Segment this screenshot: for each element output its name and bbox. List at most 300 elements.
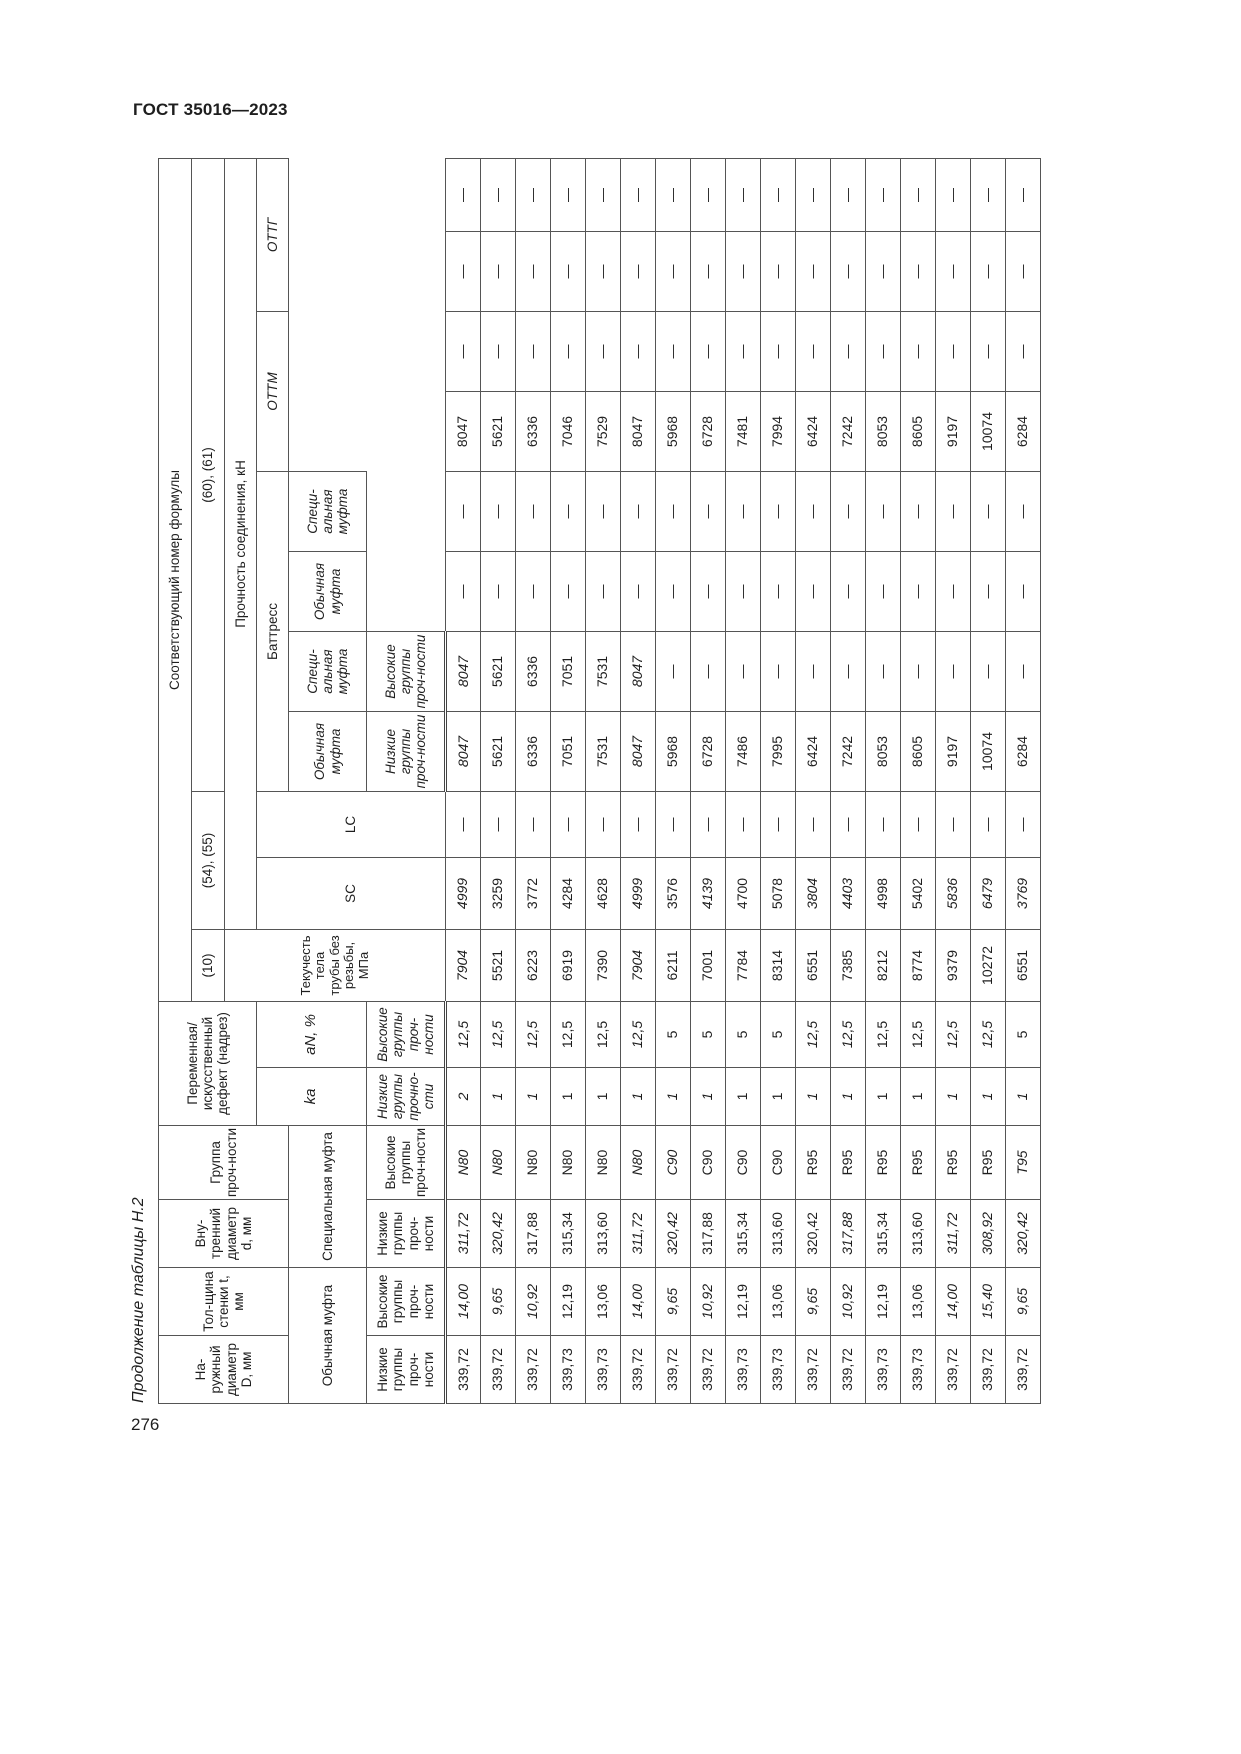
table-row: [446, 158, 481, 1403]
table-cell: 1: [726, 1068, 761, 1126]
table-row: [796, 158, 831, 1403]
table-cell: 1: [586, 1068, 621, 1126]
table-cell: —: [1006, 471, 1041, 551]
table-cell: —: [761, 231, 796, 311]
table-cell: 3259: [481, 857, 516, 929]
table-cell: 7531: [586, 711, 621, 791]
table-cell: —: [691, 311, 726, 391]
table-cell: 339,73: [761, 1336, 796, 1404]
table-cell: —: [516, 158, 551, 231]
table-cell: —: [656, 311, 691, 391]
table-cell: 5621: [481, 391, 516, 471]
table-cell: —: [621, 311, 656, 391]
table-cell: R95: [901, 1126, 936, 1200]
table-cell: —: [551, 471, 586, 551]
table-cell: 14,00: [621, 1268, 656, 1336]
page-number: 276: [131, 1415, 160, 1434]
table-cell: —: [761, 631, 796, 711]
table-row: [1006, 158, 1041, 1403]
table-cell: 6284: [1006, 391, 1041, 471]
table-cell: —: [796, 158, 831, 231]
table-cell: 1: [866, 1068, 901, 1126]
table-cell: 4139: [691, 857, 726, 929]
table-cell: 5402: [901, 857, 936, 929]
table-cell: 317,88: [831, 1200, 866, 1268]
table-cell: —: [551, 158, 586, 231]
table-cell: —: [446, 311, 481, 391]
table-cell: C90: [761, 1126, 796, 1200]
table-cell: —: [901, 231, 936, 311]
table-cell: —: [971, 158, 1006, 231]
table-cell: 7390: [586, 929, 621, 1001]
table-cell: —: [621, 471, 656, 551]
table-cell: C90: [726, 1126, 761, 1200]
table-row: [901, 158, 936, 1403]
table-cell: 4999: [446, 857, 481, 929]
table-cell: —: [761, 471, 796, 551]
table-cell: 2: [446, 1068, 481, 1126]
table-cell: 5968: [656, 391, 691, 471]
table-cell: 8047: [446, 391, 481, 471]
table-cell: 339,72: [621, 1336, 656, 1404]
table-cell: 5621: [481, 711, 516, 791]
table-cell: 10,92: [691, 1268, 726, 1336]
header-high-grades: Высокие группы проч-ности: [367, 1001, 446, 1067]
table-cell: 12,5: [481, 1001, 516, 1067]
table-cell: —: [621, 231, 656, 311]
header-ottm-regular: Обычная муфта: [289, 711, 367, 791]
table-cell: 10,92: [516, 1268, 551, 1336]
table-cell: 6284: [1006, 711, 1041, 791]
table-cell: —: [726, 551, 761, 631]
table-cell: —: [796, 311, 831, 391]
table-cell: 7995: [761, 711, 796, 791]
table-cell: 313,60: [761, 1200, 796, 1268]
table-cell: 317,88: [516, 1200, 551, 1268]
table-cell: 8047: [446, 711, 481, 791]
table-cell: —: [481, 551, 516, 631]
table-cell: —: [726, 471, 761, 551]
table-cell: 9379: [936, 929, 971, 1001]
table-cell: 8605: [901, 711, 936, 791]
header-formula-60-61: (60), (61): [192, 158, 225, 791]
table-row: [831, 158, 866, 1403]
header-lc: LC: [257, 791, 446, 857]
rotated-table-container: [158, 159, 1030, 1404]
header-ottm-special: Специ-альная муфта: [289, 631, 367, 711]
table-cell: —: [516, 231, 551, 311]
table-cell: 313,60: [901, 1200, 936, 1268]
table-cell: —: [971, 631, 1006, 711]
header-special-coupling: Специальная муфта: [289, 1126, 367, 1268]
table-cell: 7486: [726, 711, 761, 791]
table-cell: 3804: [796, 857, 831, 929]
table-cell: 5: [726, 1001, 761, 1067]
table-cell: —: [866, 158, 901, 231]
table-row: [621, 158, 656, 1403]
header-wall-thickness: Тол-щина стенки t, мм: [159, 1268, 289, 1336]
table-cell: 1: [971, 1068, 1006, 1126]
header-high-grades: Высокие группы проч-ности: [367, 1126, 446, 1200]
table-cell: —: [831, 631, 866, 711]
table-cell: 7242: [831, 391, 866, 471]
table-cell: —: [481, 311, 516, 391]
table-cell: 7385: [831, 929, 866, 1001]
table-cell: 13,06: [761, 1268, 796, 1336]
header-yield: Текучесть тела трубы без резьбы, МПа: [225, 929, 446, 1001]
table-cell: 12,5: [551, 1001, 586, 1067]
table-cell: —: [936, 551, 971, 631]
table-cell: 339,72: [516, 1336, 551, 1404]
table-cell: —: [936, 311, 971, 391]
table-cell: 8212: [866, 929, 901, 1001]
table-cell: —: [446, 471, 481, 551]
header-ottg: ОТТГ: [257, 158, 289, 311]
table-cell: 339,73: [901, 1336, 936, 1404]
table-cell: 9,65: [1006, 1268, 1041, 1336]
table-cell: 9,65: [796, 1268, 831, 1336]
table-cell: R95: [971, 1126, 1006, 1200]
table-cell: —: [446, 231, 481, 311]
header-joint-strength: Прочность соединения, кН: [225, 158, 257, 929]
table-cell: 8774: [901, 929, 936, 1001]
table-cell: —: [656, 791, 691, 857]
table-cell: —: [761, 311, 796, 391]
table-cell: 339,72: [656, 1336, 691, 1404]
table-cell: 6919: [551, 929, 586, 1001]
table-cell: 339,73: [726, 1336, 761, 1404]
table-cell: —: [901, 551, 936, 631]
table-cell: 1: [691, 1068, 726, 1126]
table-cell: 15,40: [971, 1268, 1006, 1336]
table-row: [761, 158, 796, 1403]
table-cell: 320,42: [481, 1200, 516, 1268]
table-cell: —: [516, 311, 551, 391]
table-cell: 12,5: [516, 1001, 551, 1067]
table-cell: 6223: [516, 929, 551, 1001]
table-cell: 1: [516, 1068, 551, 1126]
table-cell: —: [901, 631, 936, 711]
table-cell: —: [831, 471, 866, 551]
table-cell: 339,72: [446, 1336, 481, 1404]
table-cell: 6336: [516, 711, 551, 791]
table-cell: 4998: [866, 857, 901, 929]
table-cell: 5: [1006, 1001, 1041, 1067]
table-cell: 313,60: [586, 1200, 621, 1268]
table-cell: —: [586, 471, 621, 551]
table-cell: —: [446, 158, 481, 231]
table-cell: 4284: [551, 857, 586, 929]
header-ka: ka: [257, 1068, 367, 1126]
table-cell: —: [901, 791, 936, 857]
table-cell: —: [971, 791, 1006, 857]
header-low-grades: Низкие группы проч-ности: [367, 711, 446, 791]
table-caption: Продолжение таблицы Н.2: [130, 1197, 147, 1403]
table-cell: 13,06: [586, 1268, 621, 1336]
table-cell: 10272: [971, 929, 1006, 1001]
table-cell: 7904: [446, 929, 481, 1001]
table-cell: 4403: [831, 857, 866, 929]
table-cell: N80: [586, 1126, 621, 1200]
table-cell: —: [866, 311, 901, 391]
table-cell: —: [656, 631, 691, 711]
table-cell: 1: [481, 1068, 516, 1126]
table-cell: —: [1006, 791, 1041, 857]
table-cell: —: [866, 631, 901, 711]
table-cell: 308,92: [971, 1200, 1006, 1268]
table-cell: —: [866, 791, 901, 857]
table-cell: —: [691, 471, 726, 551]
table-cell: —: [1006, 631, 1041, 711]
table-cell: —: [1006, 231, 1041, 311]
table-cell: 7051: [551, 631, 586, 711]
table-cell: N80: [446, 1126, 481, 1200]
table-cell: —: [586, 311, 621, 391]
table-cell: 1: [1006, 1068, 1041, 1126]
table-cell: —: [691, 631, 726, 711]
table-cell: —: [936, 231, 971, 311]
table-cell: —: [796, 231, 831, 311]
table-cell: —: [866, 551, 901, 631]
table-cell: 7531: [586, 631, 621, 711]
table-cell: 7904: [621, 929, 656, 1001]
table-cell: —: [691, 158, 726, 231]
table-cell: —: [726, 791, 761, 857]
table-cell: N80: [516, 1126, 551, 1200]
table-cell: 7001: [691, 929, 726, 1001]
table-cell: 10074: [971, 711, 1006, 791]
table-row: [726, 158, 761, 1403]
table-cell: 315,34: [726, 1200, 761, 1268]
table-cell: —: [691, 551, 726, 631]
table-cell: 6336: [516, 631, 551, 711]
table-cell: 14,00: [936, 1268, 971, 1336]
table-cell: —: [551, 311, 586, 391]
header-regular-coupling: Обычная муфта: [289, 1268, 367, 1404]
table-cell: N80: [481, 1126, 516, 1200]
table-cell: 8047: [621, 391, 656, 471]
table-cell: 6424: [796, 391, 831, 471]
table-cell: —: [796, 791, 831, 857]
table-cell: 3769: [1006, 857, 1041, 929]
table-cell: —: [481, 471, 516, 551]
table-cell: 7481: [726, 391, 761, 471]
table-cell: —: [481, 158, 516, 231]
table-cell: 320,42: [656, 1200, 691, 1268]
table-cell: —: [446, 551, 481, 631]
header-low-grades: Низкие группы проч-ности: [367, 1336, 446, 1404]
table-cell: —: [656, 551, 691, 631]
table-cell: —: [866, 471, 901, 551]
table-cell: 12,5: [796, 1001, 831, 1067]
strength-table: [158, 158, 1041, 1404]
table-row: [971, 158, 1006, 1403]
table-cell: 12,5: [621, 1001, 656, 1067]
table-cell: —: [691, 791, 726, 857]
table-cell: 4628: [586, 857, 621, 929]
table-cell: 1: [796, 1068, 831, 1126]
table-cell: 12,19: [866, 1268, 901, 1336]
table-cell: 7051: [551, 711, 586, 791]
header-ottm: ОТТМ: [257, 311, 289, 471]
header-buttress: Баттресс: [257, 471, 289, 791]
table-cell: 317,88: [691, 1200, 726, 1268]
table-cell: —: [656, 231, 691, 311]
table-cell: —: [726, 231, 761, 311]
table-cell: 9197: [936, 711, 971, 791]
table-cell: —: [901, 158, 936, 231]
table-cell: —: [901, 311, 936, 391]
table-cell: 8053: [866, 711, 901, 791]
document-header: ГОСТ 35016—2023: [133, 100, 288, 119]
table-cell: —: [656, 471, 691, 551]
table-cell: 311,72: [936, 1200, 971, 1268]
table-cell: —: [726, 311, 761, 391]
table-cell: —: [516, 471, 551, 551]
header-an: aN, %: [257, 1001, 367, 1067]
table-cell: —: [831, 158, 866, 231]
table-cell: 9,65: [481, 1268, 516, 1336]
table-cell: —: [936, 631, 971, 711]
table-cell: —: [551, 231, 586, 311]
table-cell: 6211: [656, 929, 691, 1001]
table-cell: —: [481, 791, 516, 857]
table-cell: 12,5: [866, 1001, 901, 1067]
table-cell: C90: [656, 1126, 691, 1200]
table-cell: —: [586, 231, 621, 311]
table-cell: R95: [831, 1126, 866, 1200]
table-cell: 5078: [761, 857, 796, 929]
table-cell: —: [796, 551, 831, 631]
table-row: [516, 158, 551, 1403]
table-cell: 14,00: [446, 1268, 481, 1336]
table-cell: 4700: [726, 857, 761, 929]
table-cell: 8053: [866, 391, 901, 471]
table-cell: 7242: [831, 711, 866, 791]
table-cell: 6551: [1006, 929, 1041, 1001]
table-cell: 320,42: [1006, 1200, 1041, 1268]
header-formula-number: Соответствующий номер формулы: [159, 158, 192, 1001]
table-cell: —: [656, 158, 691, 231]
table-cell: 8047: [446, 631, 481, 711]
table-cell: 8605: [901, 391, 936, 471]
table-cell: 315,34: [866, 1200, 901, 1268]
table-cell: R95: [936, 1126, 971, 1200]
table-cell: 1: [901, 1068, 936, 1126]
table-cell: 5: [656, 1001, 691, 1067]
header-high-grades: Высокие группы проч-ности: [367, 1268, 446, 1336]
table-cell: T95: [1006, 1126, 1041, 1200]
table-cell: 3772: [516, 857, 551, 929]
table-cell: 12,5: [446, 1001, 481, 1067]
table-cell: 5: [761, 1001, 796, 1067]
table-cell: 1: [761, 1068, 796, 1126]
table-cell: 339,72: [481, 1336, 516, 1404]
table-cell: 12,19: [551, 1268, 586, 1336]
table-cell: 12,5: [831, 1001, 866, 1067]
table-cell: —: [761, 551, 796, 631]
table-cell: 1: [656, 1068, 691, 1126]
table-cell: 1: [831, 1068, 866, 1126]
table-row: [656, 158, 691, 1403]
table-cell: —: [551, 551, 586, 631]
table-cell: 339,73: [551, 1336, 586, 1404]
table-cell: —: [901, 471, 936, 551]
header-low-grades: Низкие группы проч-ности: [367, 1200, 446, 1268]
table-cell: 7994: [761, 391, 796, 471]
table-cell: 6479: [971, 857, 1006, 929]
table-cell: 8047: [621, 711, 656, 791]
table-cell: 9197: [936, 391, 971, 471]
table-cell: —: [481, 231, 516, 311]
table-row: [481, 158, 516, 1403]
table-cell: C90: [691, 1126, 726, 1200]
table-cell: —: [796, 471, 831, 551]
table-cell: 311,72: [621, 1200, 656, 1268]
table-cell: —: [936, 791, 971, 857]
table-cell: 12,5: [936, 1001, 971, 1067]
table-cell: 5836: [936, 857, 971, 929]
table-cell: 10,92: [831, 1268, 866, 1336]
table-cell: —: [586, 551, 621, 631]
table-cell: —: [971, 311, 1006, 391]
table-cell: —: [726, 631, 761, 711]
table-cell: 315,34: [551, 1200, 586, 1268]
table-cell: 10074: [971, 391, 1006, 471]
table-body: [446, 158, 1041, 1403]
table-cell: 7784: [726, 929, 761, 1001]
table-cell: —: [1006, 311, 1041, 391]
table-cell: 6728: [691, 391, 726, 471]
table-cell: —: [726, 158, 761, 231]
header-ottg-regular: Обычная муфта: [289, 551, 367, 631]
table-cell: 339,72: [971, 1336, 1006, 1404]
table-cell: 7046: [551, 391, 586, 471]
header-defect: Переменная/ искусственный дефект (надрез): [159, 1001, 257, 1125]
table-row: [691, 158, 726, 1403]
table-cell: 8047: [621, 631, 656, 711]
table-cell: —: [516, 791, 551, 857]
table-cell: —: [586, 791, 621, 857]
table-cell: 5968: [656, 711, 691, 791]
table-row: [936, 158, 971, 1403]
table-cell: 12,5: [901, 1001, 936, 1067]
table-cell: —: [621, 158, 656, 231]
table-cell: 3576: [656, 857, 691, 929]
table-cell: 1: [551, 1068, 586, 1126]
table-cell: 5621: [481, 631, 516, 711]
table-cell: 339,72: [1006, 1336, 1041, 1404]
table-cell: —: [621, 551, 656, 631]
table-row: [551, 158, 586, 1403]
table-cell: 4999: [621, 857, 656, 929]
table-cell: —: [761, 791, 796, 857]
table-cell: —: [621, 791, 656, 857]
header-inner-diameter: Вну-тренний диаметр d, мм: [159, 1200, 289, 1268]
table-cell: 6424: [796, 711, 831, 791]
table-cell: —: [761, 158, 796, 231]
table-cell: —: [1006, 551, 1041, 631]
table-cell: 5521: [481, 929, 516, 1001]
table-cell: —: [936, 471, 971, 551]
table-cell: 1: [936, 1068, 971, 1126]
table-cell: 339,72: [831, 1336, 866, 1404]
table-cell: 311,72: [446, 1200, 481, 1268]
table-cell: R95: [796, 1126, 831, 1200]
header-high-grades: Высокие группы проч-ности: [367, 631, 446, 711]
table-cell: —: [691, 231, 726, 311]
header-ottg-special: Специ-альная муфта: [289, 471, 367, 551]
